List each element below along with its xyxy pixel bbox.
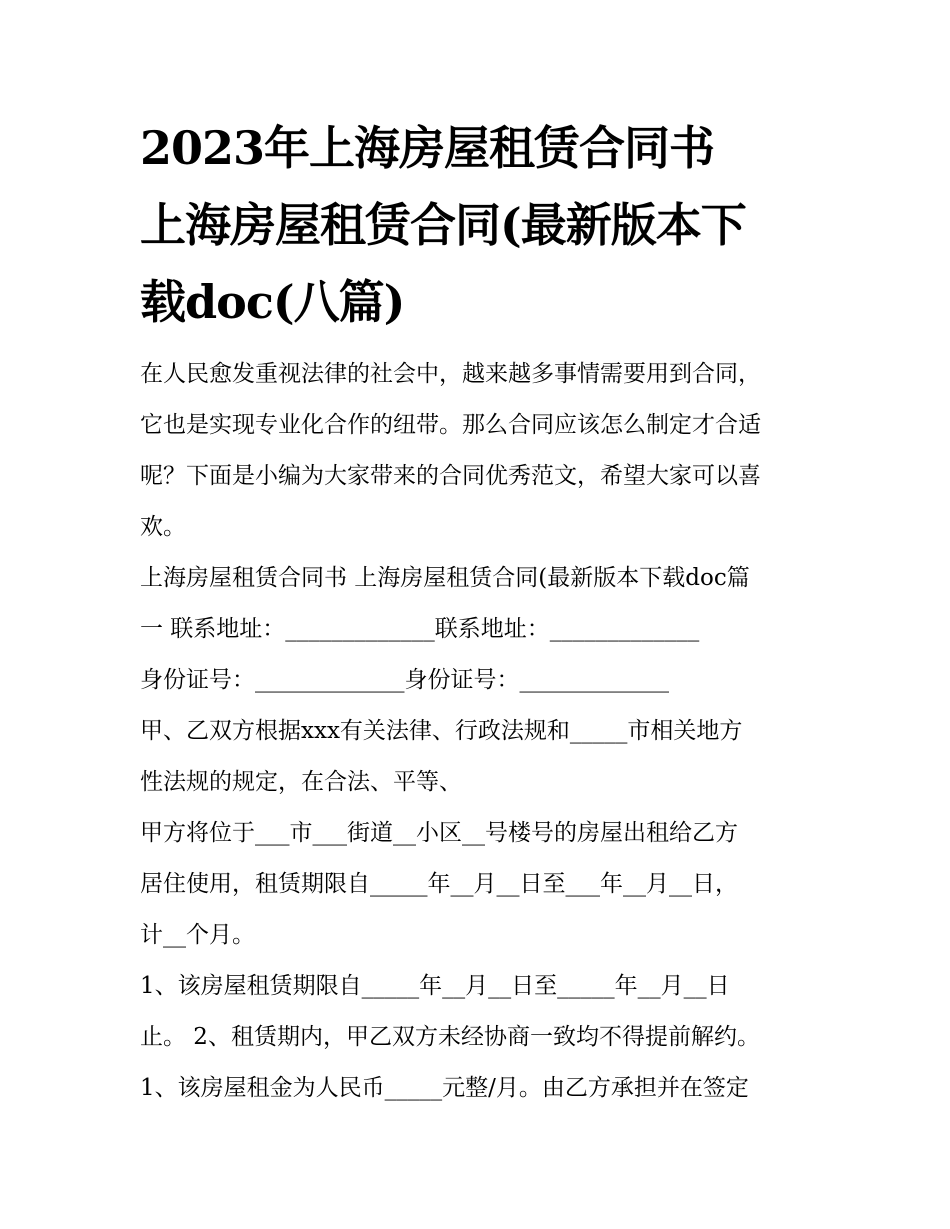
intro-line-2: 它也是实现专业化合作的纽带。那么合同应该怎么制定才合适 [140,412,761,438]
body-line-10: 止。 2、租赁期内，甲乙双方未经协商一致均不得提前解约。 [140,1024,760,1050]
intro-line-1: 在人民愈发重视法律的社会中，越来越多事情需要用到合同， [140,361,761,387]
document-body [140,349,820,1114]
body-line-7: 居住使用，租赁期限自_____年__月__日至___年__月__日， [140,871,738,897]
title-line-2: 上海房屋租赁合同(最新版本下 [140,198,746,252]
document-title [140,110,820,341]
body-line-2: 一 联系地址：_____________联系地址：_____________ [140,616,700,642]
title-line-3: 载doc(八篇) [140,275,405,329]
intro-line-4: 欢。 [140,514,186,540]
body-line-8: 计__个月。 [140,922,255,948]
body-line-1: 上海房屋租赁合同书 上海房屋租赁合同(最新版本下载doc篇 [140,565,750,591]
body-line-4: 甲、乙双方根据xxx有关法律、行政法规和_____市相关地方 [140,718,743,744]
intro-line-3: 呢？下面是小编为大家带来的合同优秀范文，希望大家可以喜 [140,463,761,489]
contract-body [140,553,820,1114]
body-line-5: 性法规的规定，在合法、平等、 [140,769,462,795]
title-line-1: 2023年上海房屋租赁合同书 [140,121,715,175]
document-page [140,110,820,1114]
body-line-9: 1、该房屋租赁期限自_____年__月__日至_____年__月__日 [140,973,730,999]
body-line-3: 身份证号：_____________身份证号：_____________ [140,667,669,693]
body-line-6: 甲方将位于___市___街道__小区__号楼号的房屋出租给乙方 [140,820,738,846]
body-line-11: 1、该房屋租金为人民币_____元整/月。由乙方承担并在签定 [140,1075,749,1101]
intro-paragraph [140,349,820,553]
